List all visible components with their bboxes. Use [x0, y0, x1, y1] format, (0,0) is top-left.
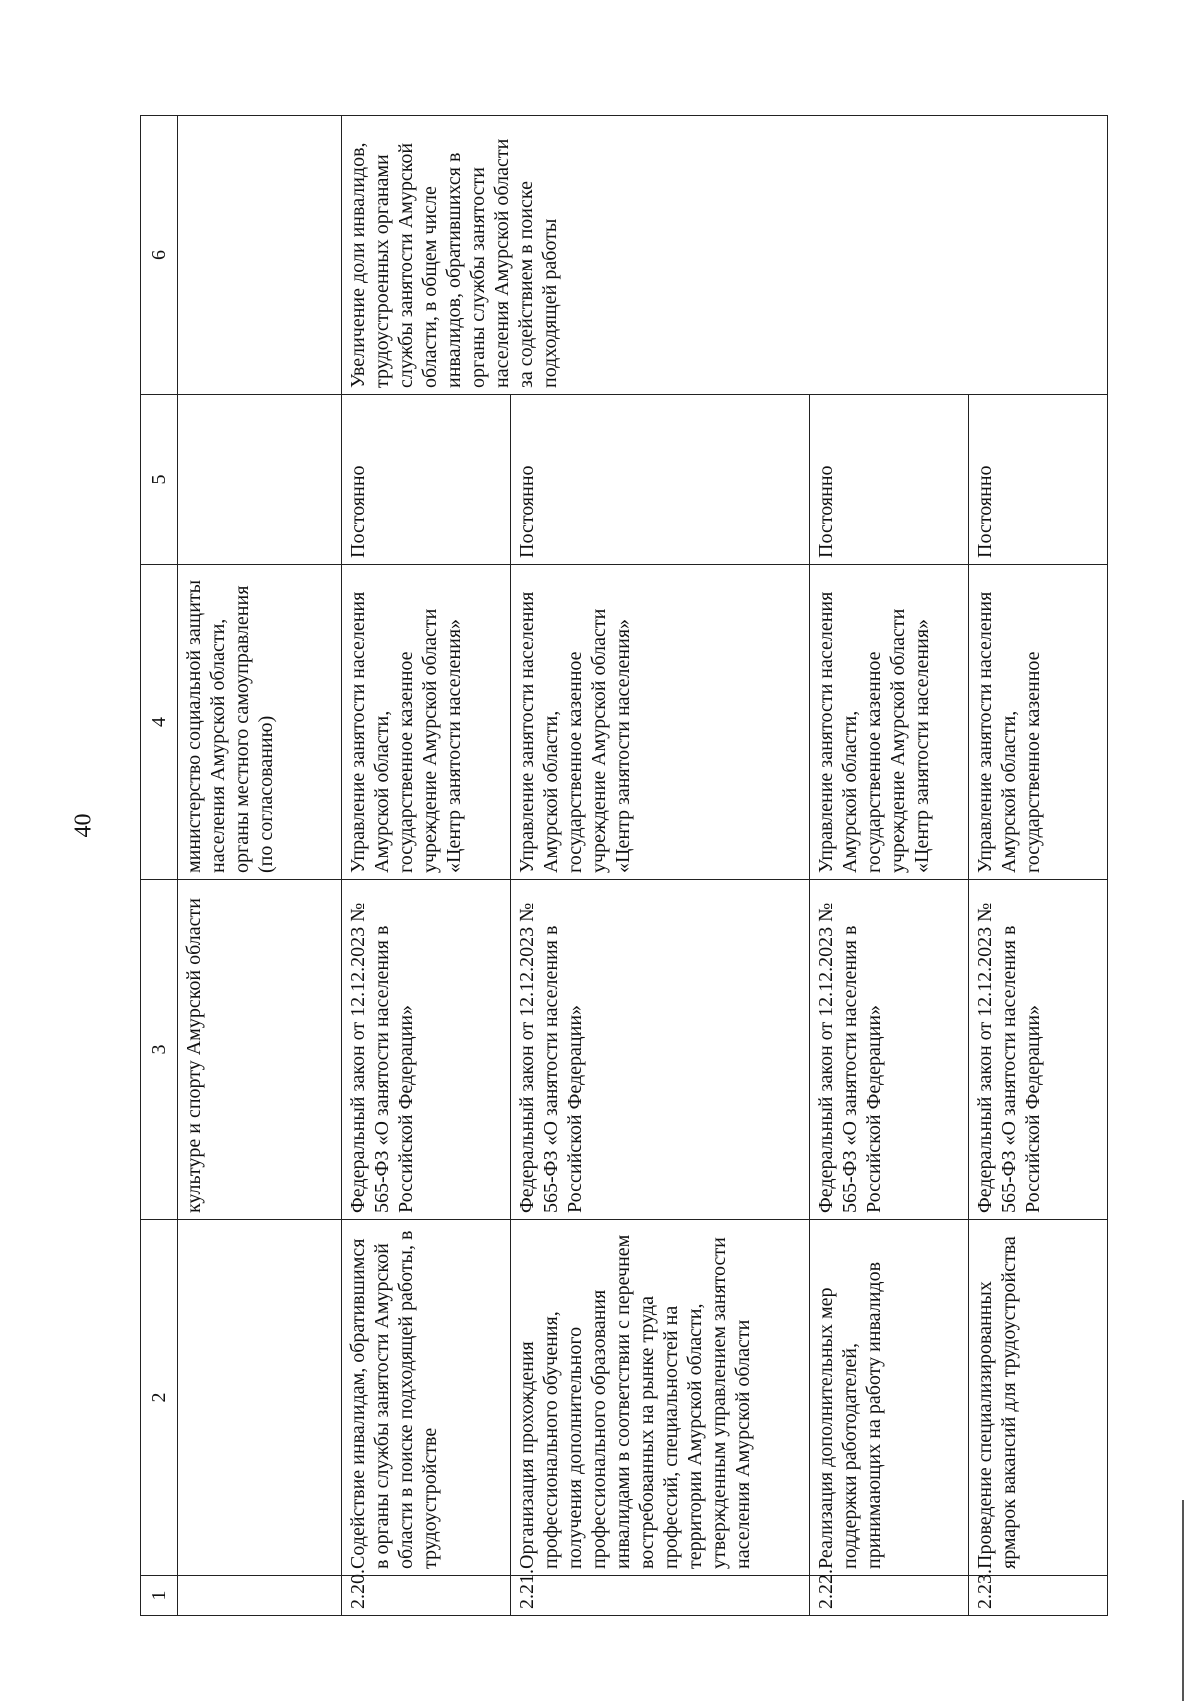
- cell-result: [178, 116, 342, 395]
- page-number: 40: [70, 813, 97, 838]
- cell-basis: Федеральный закон от 12.12.2023 № 565-ФЗ «О занятости населения в Российской Федерации»: [810, 880, 969, 1220]
- header-col-1: 1: [141, 1576, 178, 1616]
- cell-executor: Управление занятости населения Амурской области, государственное казенное учреждение Амурской области «Центр занятости населения»: [810, 565, 969, 880]
- header-col-5: 5: [141, 395, 178, 565]
- scan-edge-line: [1182, 1500, 1184, 1701]
- cell-measure: Содействие инвалидам, обратившимся в органы службы занятости Амурской области в поиске подходящей работы, в трудоустройстве: [342, 1220, 511, 1576]
- cell-basis: Федеральный закон от 12.12.2023 № 565-ФЗ «О занятости населения в Российской Федерации»: [342, 880, 511, 1220]
- cell-term: Постоянно: [511, 395, 810, 565]
- cell-num: [178, 1576, 342, 1616]
- cell-basis: Федеральный закон от 12.12.2023 № 565-ФЗ «О занятости населения в Российской Федерации»: [511, 880, 810, 1220]
- cell-measure: Проведение специализированных ярмарок вакансий для трудоустройства: [969, 1220, 1108, 1576]
- cell-num: 2.21.: [511, 1576, 810, 1616]
- cell-measure: [178, 1220, 342, 1576]
- cell-result: Увеличение доли инвалидов, трудоустроенных органами службы занятости Амурской области, в общем числе инвалидов, обратившихся в органы службы занятости населения Амурской области за содействием в поиске подходящей работы: [342, 116, 1108, 395]
- table-row-continuation: [178, 116, 342, 1616]
- cell-executor: Управление занятости населения Амурской области, государственное казенное учреждение Амурской области «Центр занятости населения»: [511, 565, 810, 880]
- cell-term: Постоянно: [810, 395, 969, 565]
- column-number-header-row: [141, 116, 178, 1616]
- table-row: [342, 116, 511, 1616]
- cell-basis: культуре и спорту Амурской области: [178, 880, 342, 1220]
- cell-executor: министерство социальной защиты населения Амурской области, органы местного самоуправления (по согласованию): [178, 565, 342, 880]
- cell-term: [178, 395, 342, 565]
- cell-executor: Управление занятости населения Амурской области, государственное казенное учреждение Амурской области «Центр занятости населения»: [342, 565, 511, 880]
- cell-basis: Федеральный закон от 12.12.2023 № 565-ФЗ «О занятости населения в Российской Федерации»: [969, 880, 1108, 1220]
- header-col-6: 6: [141, 116, 178, 395]
- header-col-3: 3: [141, 880, 178, 1220]
- cell-executor: Управление занятости населения Амурской области, государственное казенное: [969, 565, 1108, 880]
- measures-table: [140, 115, 1108, 1616]
- header-col-2: 2: [141, 1220, 178, 1576]
- cell-num: 2.22.: [810, 1576, 969, 1616]
- cell-num: 2.23.: [969, 1576, 1108, 1616]
- cell-measure: Реализация дополнительных мер поддержки работодателей, принимающих на работу инвалидов: [810, 1220, 969, 1576]
- rotated-table-sheet: [140, 116, 1140, 1616]
- header-col-4: 4: [141, 565, 178, 880]
- cell-measure: Организация прохождения профессионального обучения, получения дополнительного профессионального образования инвалидами в соответствии с перечнем востребованных на рынке труда профессий, специальностей на территории Амурской области, утвержденным управлением занятости населения Амурской области: [511, 1220, 810, 1576]
- cell-term: Постоянно: [342, 395, 511, 565]
- cell-term: Постоянно: [969, 395, 1108, 565]
- cell-num: 2.20.: [342, 1576, 511, 1616]
